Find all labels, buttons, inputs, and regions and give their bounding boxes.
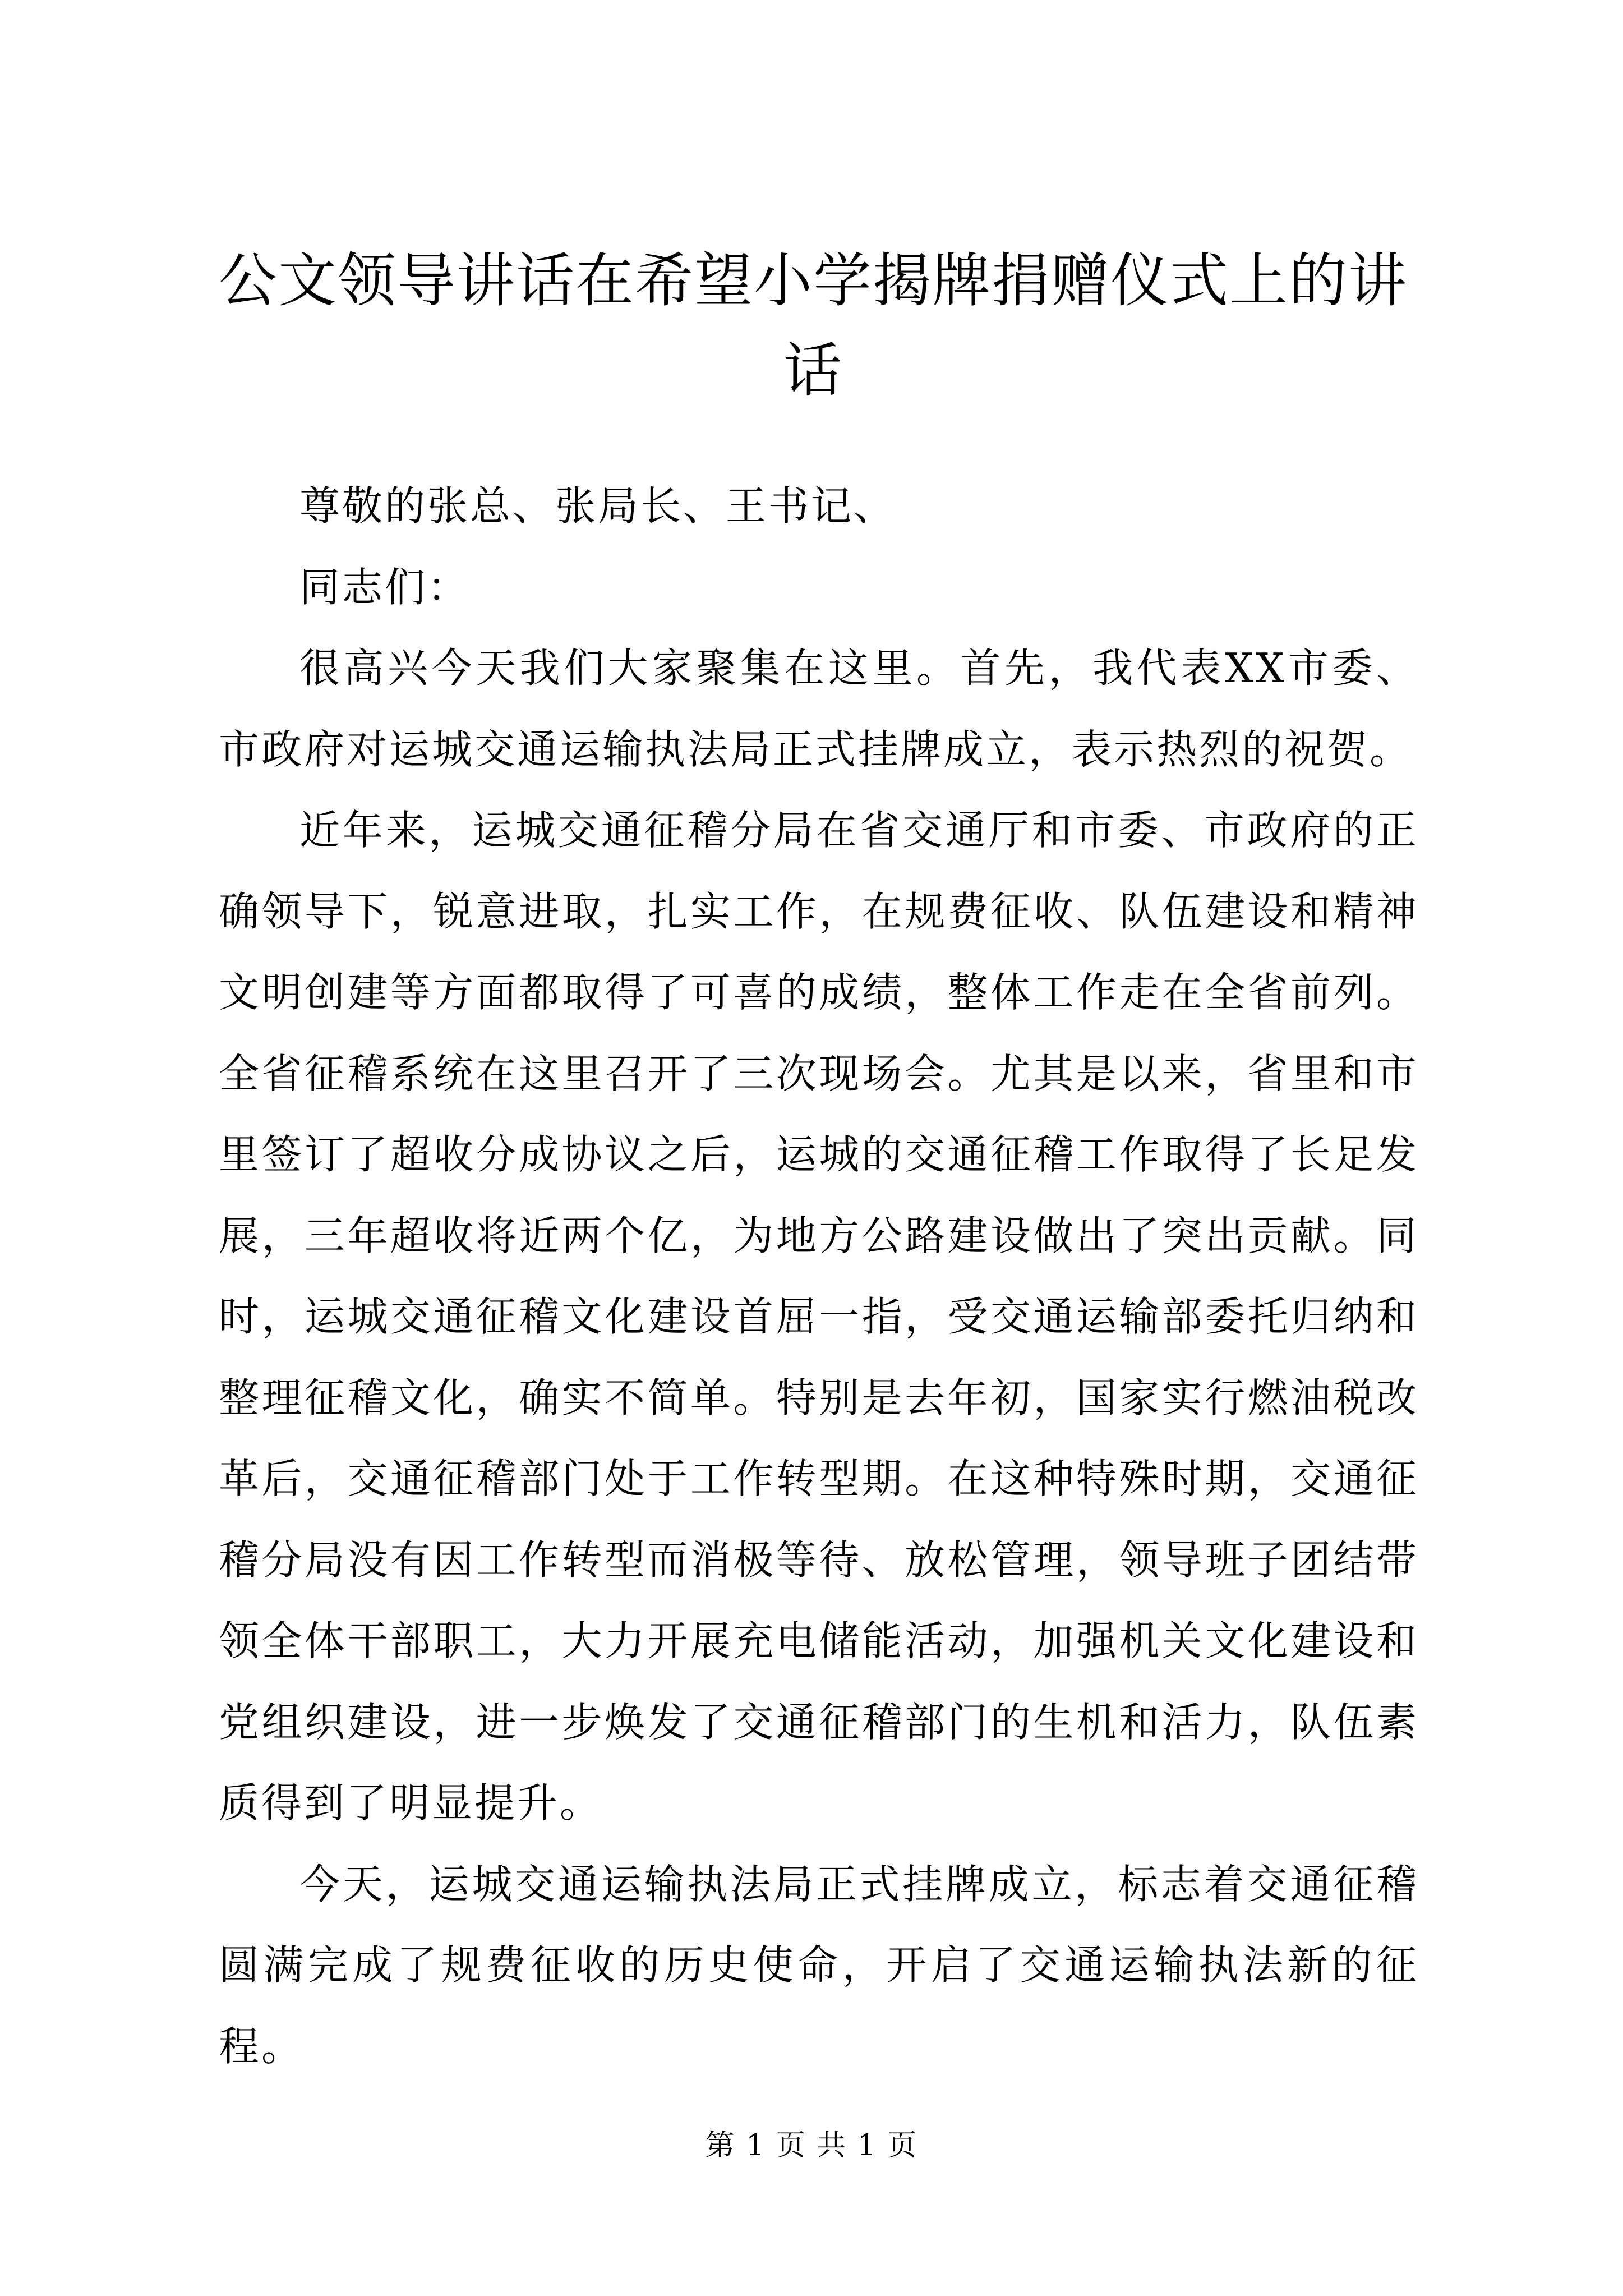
document-body [219, 466, 1419, 2087]
document-title: 公文领导讲话在希望小学揭牌捐赠仪式上的讲话 [218, 246, 1408, 404]
salutation-line: 尊敬的张总、张局长、王书记、 [299, 482, 897, 530]
page-footer: 第 1 页 共 1 页 [705, 2129, 918, 2162]
body-paragraph: 今天，运城交通运输执法局正式挂牌成立，标志着交通征稽圆满完成了规费征收的历史使命，开启了交通运输执法新的征程。 [219, 1860, 1419, 2070]
salutation-line: 同志们： [299, 563, 471, 611]
body-paragraph: 很高兴今天我们大家聚集在这里。首先，我代表XX市委、市政府对运城交通运输执法局正式挂牌成立，表示热烈的祝贺。 [219, 645, 1419, 773]
body-paragraph: 近年来，运城交通征稽分局在省交通厅和市委、市政府的正确领导下，锐意进取，扎实工作，在规费征收、队伍建设和精神文明创建等方面都取得了可喜的成绩，整体工作走在全省前列。全省征稽系统在这里召开了三次现场会。尤其是以来，省里和市里签订了超收分成协议之后，运城的交通征稽工作取得了长足发展，三年超收将近两个亿，为地方公路建设做出了突出贡献。同时，运城交通征稽文化建设首屈一指，受交通运输部委托归纳和整理征稽文化，确实不简单。特别是去年初，国家实行燃油税改革后，交通征稽部门处于工作转型期。在这种特殊时期，交通征稽分局没有因工作转型而消极等待、放松管理，领导班子团结带领全体干部职工，大力开展充电储能活动，加强机关文化建设和党组织建设，进一步焕发了交通征稽部门的生机和活力，队伍素质得到了明显提升。 [219, 807, 1419, 1826]
